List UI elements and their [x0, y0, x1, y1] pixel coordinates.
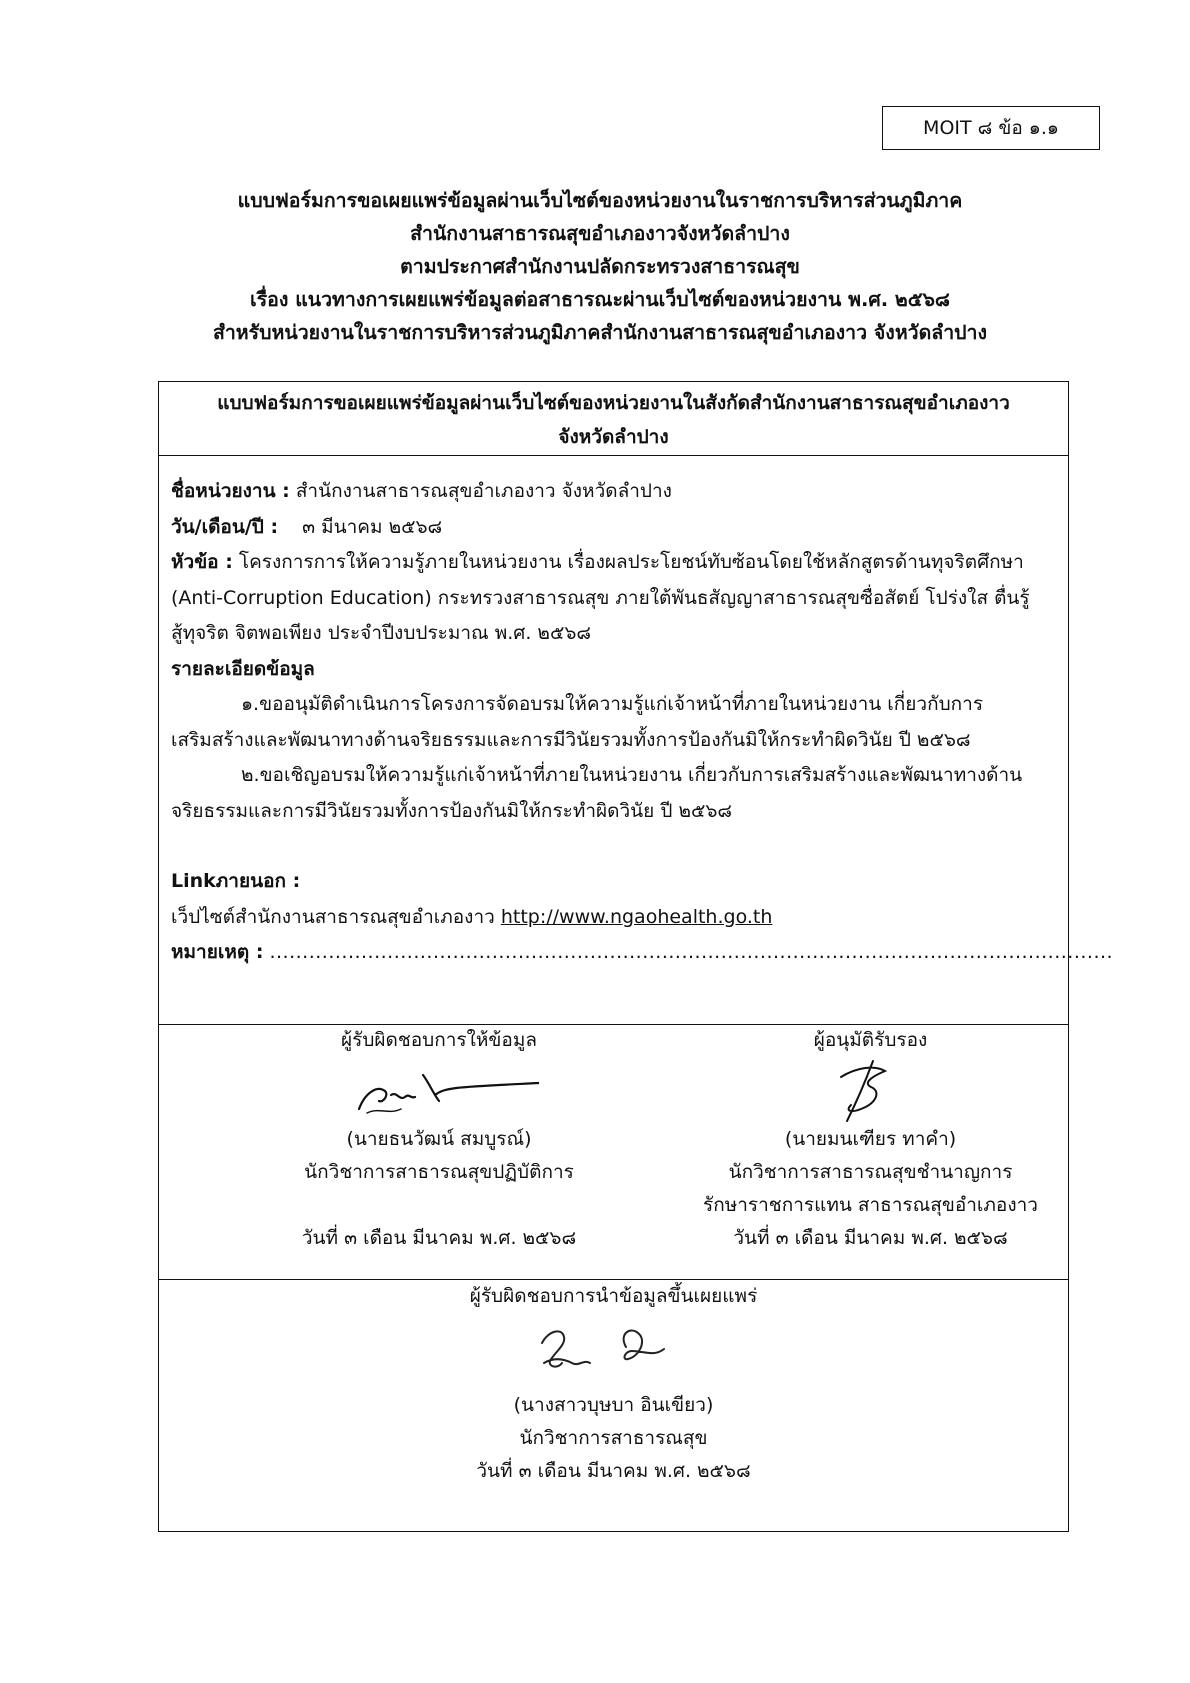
title-line-3: ตามประกาศสำนักงานปลัดกระทรวงสาธารณสุข [400, 255, 800, 278]
form-header-line-2: จังหวัดลำปาง [558, 426, 669, 448]
approver-position: นักวิชาการสาธารณสุขชำนาญการ [728, 1161, 1013, 1183]
publisher-name: (นางสาวบุษบา อินเขียว) [513, 1394, 714, 1416]
document-reference: MOIT ๘ ข้อ ๑.๑ [923, 117, 1059, 139]
approver-role: ผู้อนุมัติรับรอง [813, 1029, 928, 1051]
divider [159, 455, 1068, 456]
link-prefix: เว็ปไซต์สำนักงานสาธารณสุขอำเภองาว [171, 905, 495, 928]
form-header-line-1: แบบฟอร์มการขอเผยแพร่ข้อมูลผ่านเว็บไซต์ของหน่วยงานในสังกัดสำนักงานสาธารณสุขอำเภองาว [217, 392, 1010, 414]
link-label: Linkภายนอก : [171, 870, 301, 892]
title-line-1: แบบฟอร์มการขอเผยแพร่ข้อมูลผ่านเว็บไซต์ของหน่วยงานในราชการบริหารส่วนภูมิภาค [237, 189, 963, 212]
spacer [259, 1189, 619, 1222]
topic-line: สู้ทุจริต จิตพอเพียง ประจำปีงบประมาณ พ.ศ. ๒๕๖๘ [171, 622, 592, 644]
form-details [171, 474, 1114, 971]
detail-item-2-cont: จริยธรรมและการมีวินัยรวมทั้งการป้องกันมิให้กระทำผิดวินัย ปี ๒๕๖๘ [171, 799, 733, 822]
detail-item-1-cont: เสริมสร้างและพัฒนาทางด้านจริยธรรมและการมีวินัยรวมทั้งการป้องกันมิให้กระทำผิดวินัย ปี ๒๕๖๘ [171, 728, 971, 751]
title-line-4: เรื่อง แนวทางการเผยแพร่ข้อมูลต่อสาธารณะผ่านเว็บไซต์ของหน่วยงาน พ.ศ. ๒๕๖๘ [250, 288, 950, 311]
agency-label: ชื่อหน่วยงาน : [171, 480, 290, 502]
topic-label: หัวข้อ : [171, 551, 233, 573]
signature-icon [811, 1057, 931, 1123]
responsible-date: วันที่ ๓ เดือน มีนาคม พ.ศ. ๒๕๖๘ [301, 1227, 577, 1249]
approver-signature-block [679, 1024, 1062, 1255]
link-label-row [171, 864, 1056, 900]
date-label: วัน/เดือน/ปี : [171, 515, 279, 538]
title-line-2: สำนักงานสาธารณสุขอำเภองาวจังหวัดลำปาง [410, 222, 790, 245]
publisher-position: นักวิชาการสาธารณสุข [519, 1427, 708, 1449]
topic-line: โครงการการให้ความรู้ภายในหน่วยงาน เรื่องผลประโยชน์ทับซ้อนโดยใช้หลักสูตรด้านทุจริตศึกษา [238, 551, 1024, 573]
publisher-role: ผู้รับผิดชอบการนำข้อมูลขึ้นเผยแพร่ [469, 1285, 758, 1307]
form-header [159, 382, 1068, 456]
spacer [171, 829, 1056, 864]
publisher-signature-block [159, 1280, 1068, 1488]
publisher-date: วันที่ ๓ เดือน มีนาคม พ.ศ. ๒๕๖๘ [476, 1460, 751, 1482]
detail-heading [171, 652, 1056, 688]
responsible-position: นักวิชาการสาธารณสุขปฏิบัติการ [304, 1161, 574, 1183]
note-label: หมายเหตุ : [171, 941, 264, 963]
detail-item-2: ๒.ขอเชิญอบรมให้ความรู้แก่เจ้าหน้าที่ภายในหน่วยงาน เกี่ยวกับการเสริมสร้างและพัฒนาทางด้าน [241, 764, 1023, 786]
agency-row [171, 474, 1056, 510]
document-title [100, 184, 1100, 349]
approver-name: (นายมนเฑียร ทาคำ) [784, 1128, 957, 1150]
approver-acting: รักษาราชการแทน สาธารณสุขอำเภองาว [703, 1194, 1038, 1216]
responsible-role: ผู้รับผิดชอบการให้ข้อมูล [341, 1029, 537, 1051]
signature-icon [514, 1313, 714, 1389]
title-line-5: สำหรับหน่วยงานในราชการบริหารส่วนภูมิภาคสำนักงานสาธารณสุขอำเภองาว จังหวัดลำปาง [212, 321, 988, 344]
responsible-name: (นายธนวัฒน์ สมบูรณ์) [346, 1128, 532, 1150]
signature-area [159, 1024, 1068, 1279]
topic-line: (Anti-Corruption Education) กระทรวงสาธารณสุข ภายใต้พันธสัญญาสาธารณสุขซื่อสัตย์ โปร่งใส ตื่นรู้ [171, 586, 1030, 609]
responsible-signature-block [259, 1024, 619, 1255]
detail-item-1: ๑.ขออนุมัติดำเนินการโครงการจัดอบรมให้ความรู้แก่เจ้าหน้าที่ภายในหน่วยงาน เกี่ยวกับการ [241, 693, 984, 715]
date-value: ๓ มีนาคม ๒๕๖๘ [302, 515, 443, 538]
date-row [171, 510, 1056, 546]
detail-heading-label: รายละเอียดข้อมูล [171, 657, 315, 680]
topic-row [171, 545, 1056, 581]
agency-value: สำนักงานสาธารณสุขอำเภองาว จังหวัดลำปาง [295, 480, 672, 502]
signature-icon [339, 1057, 539, 1123]
website-link[interactable]: http://www.ngaohealth.go.th [500, 905, 773, 928]
note-row [171, 935, 1114, 971]
link-row [171, 900, 1056, 936]
note-dots: ................................................................................................................................. [269, 941, 1114, 963]
document-reference-box [882, 106, 1100, 150]
approver-date: วันที่ ๓ เดือน มีนาคม พ.ศ. ๒๕๖๘ [733, 1227, 1008, 1249]
form-frame [158, 381, 1114, 1532]
